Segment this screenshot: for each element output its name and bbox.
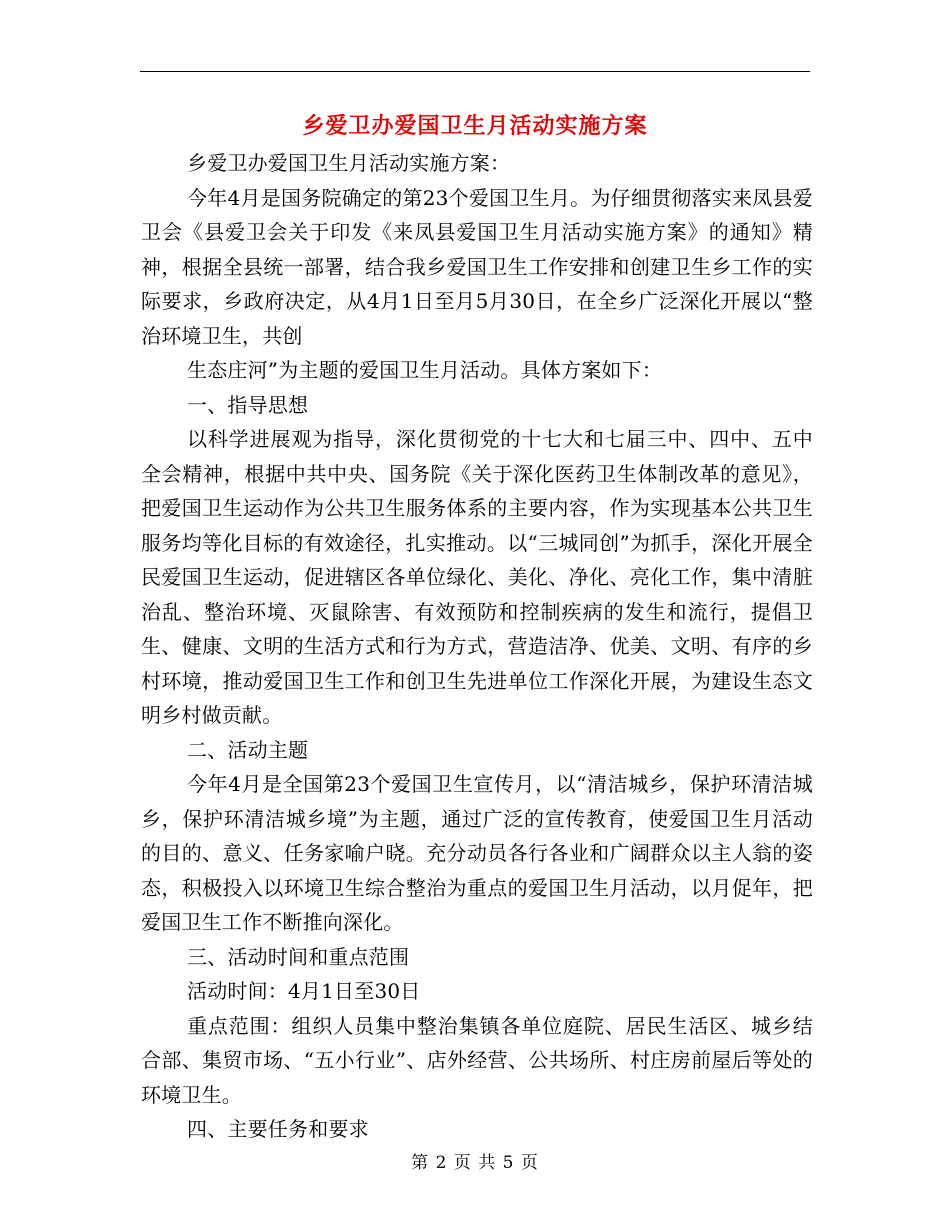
header-rule [140,71,810,72]
salutation-paragraph: 乡爱卫办爱国卫生月活动实施方案： [187,151,511,175]
activity-time-paragraph: 活动时间：4月1日至30日 [187,979,421,1003]
activity-theme-paragraph: 今年4月是全国第23个爱国卫生宣传月，以“清洁城乡，保护环清洁城乡，保护环清洁城乡境”为主题，通过广泛的宣传教育，使爱国卫生月活动的目的、意义、任务家喻户晓。充分动员各行各业和广阔群众以主人翁的姿态，积极投入以环境卫生综合整治为重点的爱国卫生月活动，以月促年，把爱国卫生工作不断推向深化。 [141,772,813,934]
guiding-ideology-paragraph: 以科学进展观为指导，深化贯彻党的十七大和七届三中、四中、五中全会精神，根据中共中央、国务院《关于深化医药卫生体制改革的意见》，把爱国卫生运动作为公共卫生服务体系的主要内容，作为实现基本公共卫生服务均等化目标的有效途径，扎实推动。以“三城同创”为抓手，深化开展全民爱国卫生运动，促进辖区各单位绿化、美化、净化、亮化工作，集中清脏治乱、整治环境、灭鼠除害、有效预防和控制疾病的发生和流行，提倡卫生、健康、文明的生活方式和行为方式，营造洁净、优美、文明、有序的乡村环境，推动爱国卫生工作和创卫生先进单位工作深化开展，为建设生态文明乡村做贡献。 [141,427,813,727]
section-heading-activity-theme: 二、活动主题 [187,737,309,762]
page-number-footer: 第 2 页 共 5 页 [411,1153,539,1173]
intro-continuation-paragraph: 生态庄河”为主题的爱国卫生月活动。具体方案如下： [187,358,663,382]
intro-paragraph: 今年4月是国务院确定的第23个爱国卫生月。为仔细贯彻落实来凤县爱卫会《县爱卫会关于印发《来凤县爱国卫生月活动实施方案》的通知》精神，根据全县统一部署，结合我乡爱国卫生工作安排和创建卫生乡工作的实际要求，乡政府决定，从4月1日至月5月30日，在全乡广泛深化开展以“整治环境卫生，共创 [141,185,813,348]
document-title: 乡爱卫办爱国卫生月活动实施方案 [302,113,648,139]
section-heading-guiding-ideology: 一、指导思想 [187,392,309,417]
section-heading-time-and-scope: 三、活动时间和重点范围 [187,944,410,969]
section-heading-main-tasks: 四、主要任务和要求 [187,1117,369,1141]
document-body [141,146,813,1147]
key-scope-paragraph: 重点范围：组织人员集中整治集镇各单位庭院、居民生活区、城乡结合部、集贸市场、“五小行业”、店外经营、公共场所、村庄房前屋后等处的环境卫生。 [141,1013,813,1107]
